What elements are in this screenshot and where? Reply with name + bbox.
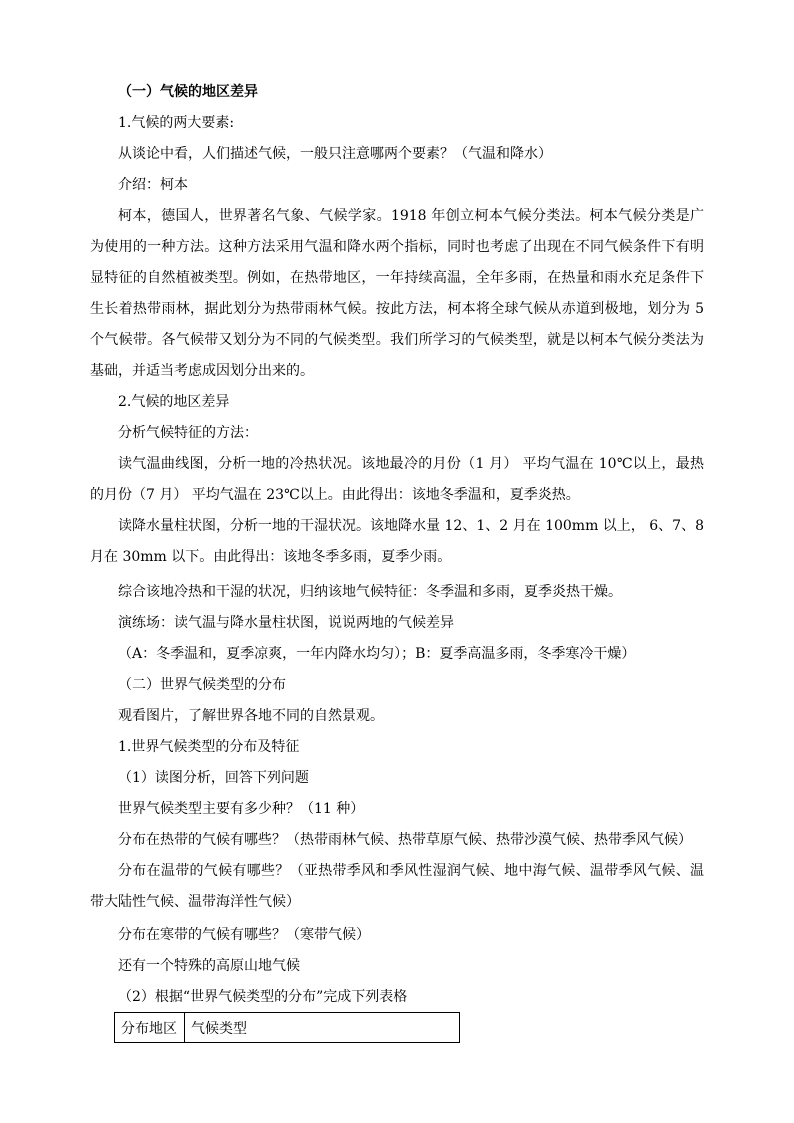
item1-line: （1）读图分析，回答下列问题 bbox=[118, 770, 309, 786]
question-two-elements: 从谈论中看，人们描述气候，一般只注意哪两个要素？（气温和降水） bbox=[118, 146, 552, 162]
question-frigid: 分布在寒带的气候有哪些？（寒带气候） bbox=[118, 927, 370, 943]
item2-line: （2）根据“世界气候类型的分布”完成下列表格 bbox=[118, 989, 408, 1005]
section1-heading: （一）气候的地区差异 bbox=[118, 84, 258, 100]
section1-sub2: 2.气候的地区差异 bbox=[118, 394, 230, 410]
table-header-region: 分布地区 bbox=[115, 1013, 185, 1043]
question-count: 世界气候类型主要有多少种？（11 种） bbox=[118, 801, 365, 817]
question-tropical: 分布在热带的气候有哪些？（热带雨林气候、热带草原气候、热带沙漠气候、热带季风气候） bbox=[118, 832, 692, 848]
intro-koppen: 介绍：柯本 bbox=[118, 177, 188, 193]
practice-answer: （A：冬季温和，夏季凉爽，一年内降水均匀）；B：夏季高温多雨，冬季寒冷干燥） bbox=[118, 646, 636, 662]
method-label: 分析气候特征的方法： bbox=[118, 425, 258, 441]
observe-line: 观看图片，了解世界各地不同的自然景观。 bbox=[118, 708, 384, 724]
practice-line: 演练场：读气温与降水量柱状图，说说两地的气候差异 bbox=[118, 615, 454, 631]
table-header-climate-type: 气候类型 bbox=[185, 1013, 460, 1043]
summary-line: 综合该地冷热和干湿的状况，归纳该地气候特征：冬季温和多雨，夏季炎热干燥。 bbox=[118, 584, 622, 600]
koppen-paragraph: 柯本，德国人，世界著名气象、气候学家。1918 年创立柯本气候分类法。柯本气候分类是广为使用的一种方法。这种方法采用气温和降水两个指标，同时也考虑了出现在不同气候条件下有明显特征的自然植被类型。例如，在热带地区，一年持续高温，全年多雨，在热量和雨水充足条件下生长着热带雨林，据此划分为热带雨林气候。按此方法，柯本将全球气候从赤道到极地，划分为 5 个气候带。各气候带又划分为不同的气候类型。我们所学习的气候类型，就是以柯本气候分类法为基础，并适当考虑成因划分出来的。 bbox=[90, 208, 704, 379]
section2-sub1: 1.世界气候类型的分布及特征 bbox=[118, 739, 300, 755]
precipitation-paragraph: 读降水量柱状图，分析一地的干湿状况。该地降水量 12、1、2 月在 100mm 以上， 6、7、8 月在 30mm 以下。由此得出：该地冬季多雨，夏季少雨。 bbox=[90, 518, 704, 565]
question-temperate: 分布在温带的气候有哪些？（亚热带季风和季风性湿润气候、地中海气候、温带季风气候、温带大陆性气候、温带海洋性气候） bbox=[90, 863, 704, 910]
table-row bbox=[115, 1013, 460, 1043]
section1-sub1: 1.气候的两大要素: bbox=[118, 115, 235, 131]
section2-heading: （二）世界气候类型的分布 bbox=[118, 677, 286, 693]
temperature-paragraph: 读气温曲线图，分析一地的冷热状况。该地最冷的月份（1 月） 平均气温在 10℃以上，最热的月份（7 月） 平均气温在 23℃以上。由此得出：该地冬季温和，夏季炎热。 bbox=[90, 456, 704, 503]
distribution-table bbox=[114, 1012, 460, 1043]
special-climate-line: 还有一个特殊的高原山地气候 bbox=[118, 958, 300, 974]
